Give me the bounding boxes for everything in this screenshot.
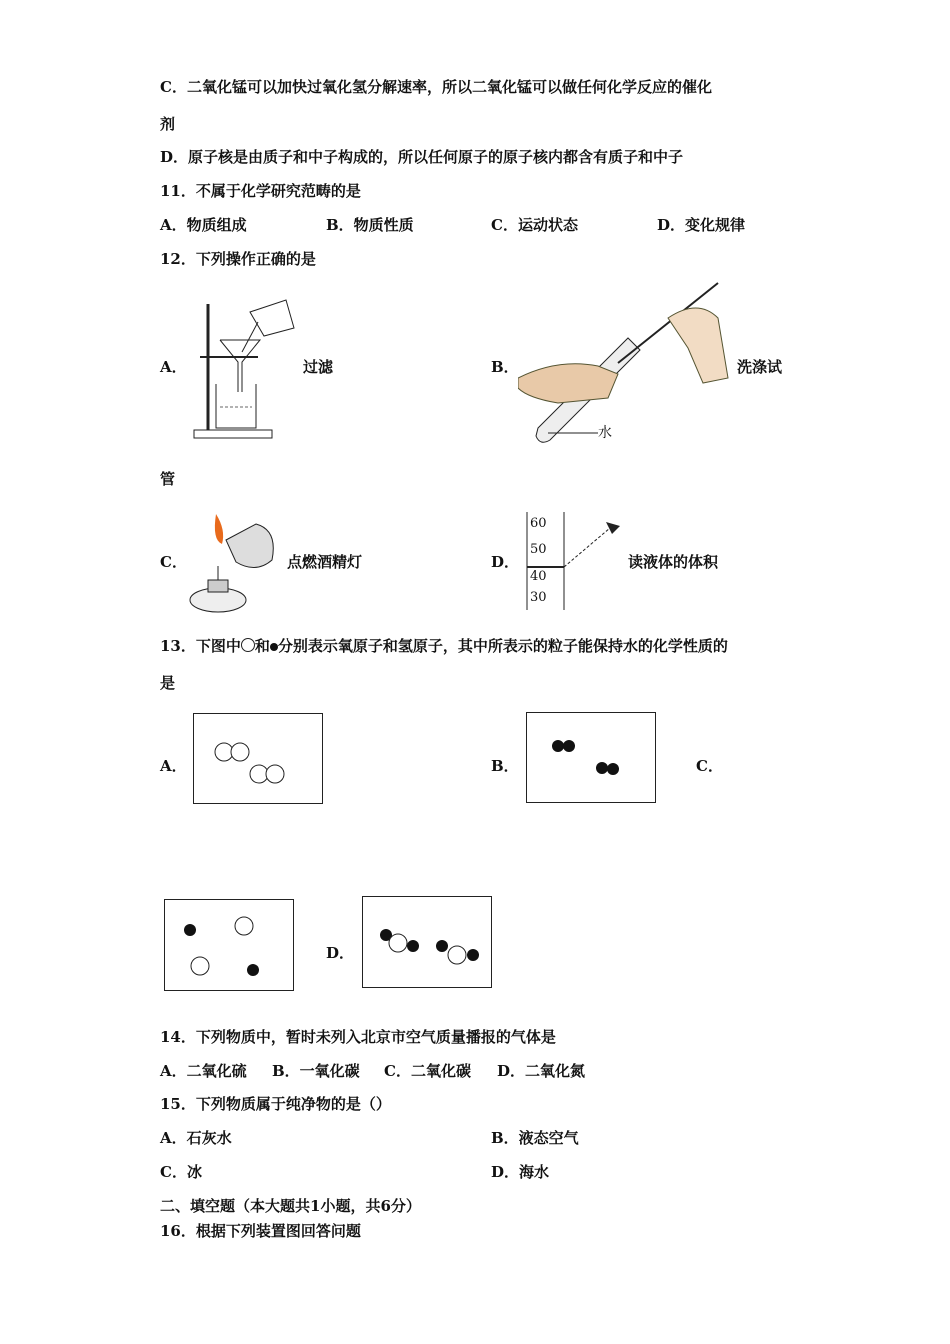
q13-a-label: A．	[160, 757, 187, 775]
q10-option-c-cont: 剂	[160, 115, 176, 133]
tick-40: 40	[530, 569, 547, 584]
alcohol-lamp-figure	[186, 510, 282, 614]
q13-stem	[160, 636, 728, 656]
tick-60: 60	[530, 516, 547, 531]
q16-stem: 16．根据下列装置图回答问题	[160, 1222, 361, 1240]
test-tube-washing-figure	[518, 278, 733, 446]
q13-a-box	[193, 713, 323, 804]
q12-c-caption: 点燃酒精灯	[287, 553, 363, 571]
q13-stem-part2: 和	[254, 637, 270, 655]
tick-50: 50	[530, 542, 547, 557]
q14-option-a: A．二氧化硫	[160, 1062, 247, 1080]
q13-c-label: C．	[696, 757, 723, 775]
q14-option-b: B．一氧化碳	[272, 1062, 360, 1080]
hydrogen-atom-icon	[270, 643, 278, 651]
tick-30: 30	[530, 590, 547, 605]
section2-heading: 二、填空题（本大题共1小题，共6分）	[160, 1197, 421, 1215]
q13-d-box	[362, 896, 492, 988]
q12-b-caption: 洗涤试	[737, 358, 783, 376]
q15-stem: 15．下列物质属于纯净物的是（）	[160, 1095, 391, 1113]
q12-d-label: D．	[491, 553, 520, 571]
q13-stem-part3: 分别表示氧原子和氢原子，其中所表示的粒子能保持水的化学性质的	[277, 637, 728, 655]
q14-stem: 14．下列物质中，暂时未列入北京市空气质量播报的气体是	[160, 1028, 556, 1046]
q10-option-d: D．原子核是由质子和中子构成的，所以任何原子的原子核内都含有质子和中子	[160, 148, 684, 166]
q15-option-c: C．冰	[160, 1163, 202, 1181]
q15-option-a: A．石灰水	[160, 1129, 232, 1147]
oxygen-atom-icon	[241, 638, 255, 652]
water-label: 水	[598, 425, 612, 441]
separate-atoms-figure	[165, 900, 293, 990]
q14-option-c: C．二氧化碳	[384, 1062, 471, 1080]
q11-stem: 11．不属于化学研究范畴的是	[160, 182, 361, 200]
water-molecules-figure	[363, 897, 491, 987]
q13-stem-cont: 是	[160, 674, 176, 692]
hydrogen-molecules-figure	[527, 713, 655, 802]
q14-option-d: D．二氧化氮	[497, 1062, 586, 1080]
q13-c-box	[164, 899, 294, 991]
q15-option-d: D．海水	[491, 1163, 550, 1181]
q13-b-box	[526, 712, 656, 803]
q13-b-label: B．	[491, 757, 519, 775]
q15-option-b: B．液态空气	[491, 1129, 579, 1147]
q11-option-a: A．物质组成	[160, 216, 247, 234]
q12-a-label: A．	[160, 358, 187, 376]
q13-stem-part1: 13．下图中	[160, 637, 241, 655]
q12-b-label: B．	[491, 358, 519, 376]
oxygen-molecules-figure	[194, 714, 322, 803]
q12-b-caption-cont: 管	[160, 470, 176, 488]
q12-c-label: C．	[160, 553, 187, 571]
q11-option-d: D．变化规律	[657, 216, 746, 234]
q12-a-caption: 过滤	[303, 358, 334, 376]
q11-option-b: B．物质性质	[326, 216, 414, 234]
q12-d-caption: 读液体的体积	[628, 553, 719, 571]
filtration-figure	[190, 292, 302, 442]
q13-d-label: D．	[326, 944, 355, 962]
q11-option-c: C．运动状态	[491, 216, 578, 234]
q12-stem: 12．下列操作正确的是	[160, 250, 316, 268]
q10-option-c: C．二氧化锰可以加快过氧化氢分解速率，所以二氧化锰可以做任何化学反应的催化	[160, 78, 712, 96]
